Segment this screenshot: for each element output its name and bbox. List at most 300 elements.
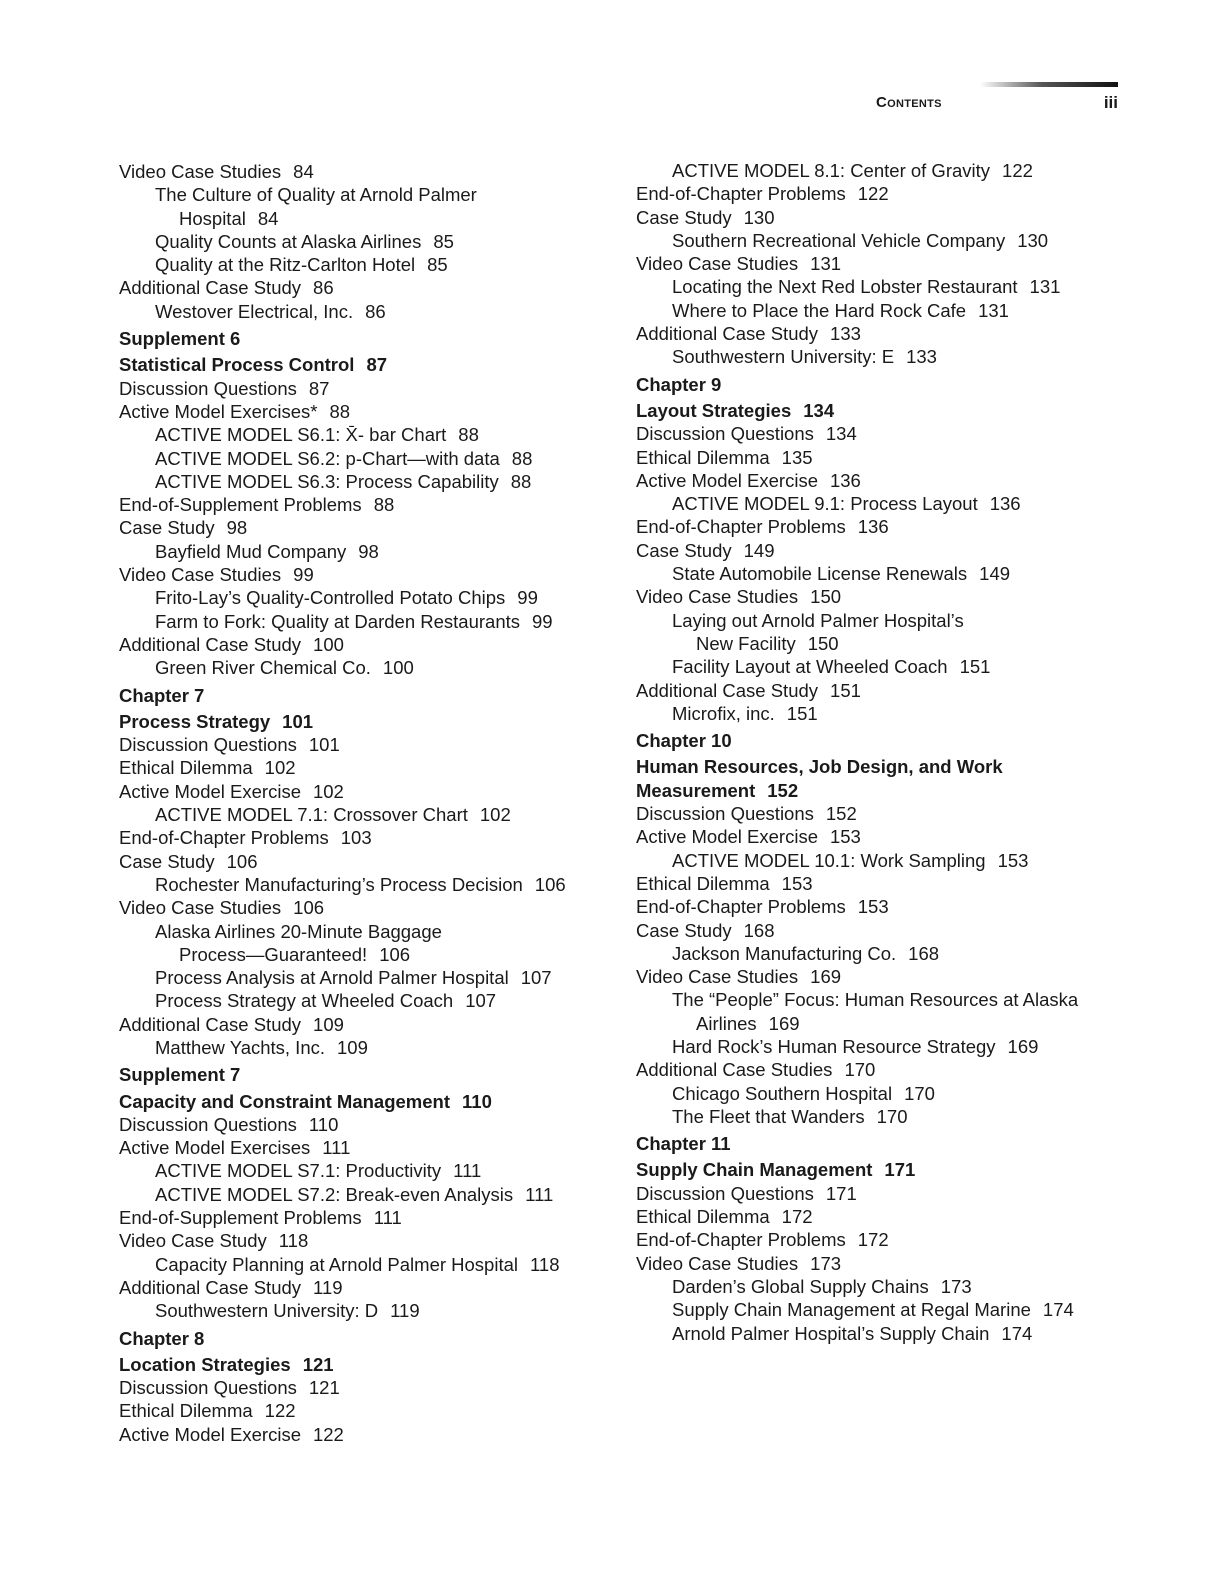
toc-entry (119, 1376, 599, 1399)
toc-entry (636, 1058, 1116, 1081)
toc-entry-title: Discussion Questions (119, 1377, 297, 1399)
toc-entry (636, 679, 1116, 702)
toc-entry-title: Discussion Questions (636, 803, 814, 825)
toc-entry-title: End-of-Chapter Problems (636, 183, 846, 205)
toc-entry-title: The Fleet that Wanders (672, 1105, 865, 1127)
toc-entry (636, 229, 1116, 252)
toc-entry (636, 515, 1116, 538)
toc-entry-title: Hospital (179, 207, 246, 229)
toc-page-number: 122 (312, 1423, 344, 1445)
toc-entry-title: Hard Rock’s Human Resource Strategy (672, 1035, 996, 1057)
toc-entry (119, 966, 599, 989)
toc-entry (636, 492, 1116, 515)
toc-entry-title: Process Analysis at Arnold Palmer Hospital (155, 967, 509, 989)
toc-entry (636, 1182, 1116, 1205)
toc-entry-title: Chapter 11 (636, 1133, 731, 1155)
toc-entry-title: Farm to Fork: Quality at Darden Restaurants (155, 610, 520, 632)
toc-page-number: 150 (807, 632, 839, 654)
toc-entry (119, 470, 599, 493)
toc-page-number: 107 (520, 967, 552, 989)
toc-entry-title: Chapter 10 (636, 730, 732, 752)
toc-entry (636, 1082, 1116, 1105)
toc-heading (119, 684, 599, 707)
toc-entry (636, 1252, 1116, 1275)
toc-page-number: 136 (989, 493, 1021, 515)
toc-entry-title: ACTIVE MODEL S7.2: Break-even Analysis (155, 1183, 514, 1205)
toc-page-number: 173 (810, 1252, 842, 1274)
toc-page-number: 153 (997, 849, 1029, 871)
toc-entry-title: Ethical Dilemma (636, 446, 770, 468)
toc-entry (119, 920, 599, 943)
toc-entry-title: Video Case Studies (636, 1252, 799, 1274)
toc-entry (119, 1136, 599, 1159)
toc-entry (119, 633, 599, 656)
toc-page-number: 85 (433, 230, 454, 252)
toc-entry (119, 540, 599, 563)
toc-right-column (636, 159, 1116, 1345)
toc-entry (119, 1299, 599, 1322)
toc-entry (119, 1206, 599, 1229)
toc-entry (636, 895, 1116, 918)
toc-entry (119, 989, 599, 1012)
toc-page-number: 169 (768, 1012, 800, 1034)
toc-page-number: 102 (312, 780, 344, 802)
toc-page-number: 151 (830, 679, 861, 701)
toc-entry-title: ACTIVE MODEL 10.1: Work Sampling (672, 849, 986, 871)
toc-page-number: 168 (908, 942, 940, 964)
toc-entry-title: Microfix, inc. (672, 702, 775, 724)
toc-entry-title: Measurement (636, 779, 756, 801)
toc-entry (636, 632, 1116, 655)
toc-entry (636, 446, 1116, 469)
toc-page-number: 134 (825, 423, 857, 445)
toc-entry-title: Additional Case Study (119, 277, 302, 299)
toc-entry-title: Ethical Dilemma (636, 1206, 770, 1228)
toc-entry-title: Additional Case Study (636, 323, 819, 345)
toc-entry-title: Video Case Studies (119, 564, 282, 586)
toc-page-number: 98 (358, 540, 379, 562)
toc-entry-title: End-of-Chapter Problems (636, 516, 846, 538)
toc-entry (636, 965, 1116, 988)
toc-page-number: 109 (337, 1036, 368, 1058)
toc-page-number: 84 (257, 207, 279, 229)
toc-entry (636, 585, 1116, 608)
toc-entry (636, 1012, 1116, 1035)
toc-entry-title: Active Model Exercises (119, 1137, 311, 1159)
toc-page-number: 153 (781, 872, 813, 894)
toc-entry (119, 377, 599, 400)
toc-entry (636, 275, 1116, 298)
toc-entry (636, 872, 1116, 895)
toc-page-number: 88 (329, 400, 351, 422)
toc-entry (636, 988, 1116, 1011)
toc-entry-title: Video Case Studies (636, 586, 799, 608)
toc-page-number: 121 (308, 1377, 340, 1399)
toc-entry (636, 1205, 1116, 1228)
toc-heading (636, 779, 1116, 802)
toc-entry (119, 1423, 599, 1446)
toc-page-number: 88 (373, 494, 395, 516)
toc-entry (636, 1298, 1116, 1321)
toc-page-number: 106 (534, 873, 566, 895)
toc-entry-title: Case Study (119, 850, 215, 872)
toc-entry-title: ACTIVE MODEL 9.1: Process Layout (672, 493, 978, 515)
toc-page-number: 122 (264, 1400, 296, 1422)
toc-entry (636, 1322, 1116, 1345)
toc-page-number: 170 (876, 1105, 908, 1127)
toc-page-number: 118 (278, 1230, 309, 1252)
toc-entry-title: Layout Strategies (636, 399, 792, 421)
toc-entry-title: Additional Case Study (119, 633, 302, 655)
toc-page-number: 101 (282, 710, 314, 732)
toc-entry (119, 826, 599, 849)
toc-entry-title: End-of-Chapter Problems (636, 1229, 846, 1251)
toc-page-number: 107 (465, 990, 497, 1012)
toc-page-number: 172 (781, 1206, 813, 1228)
toc-entry-title: Chapter 8 (119, 1327, 205, 1349)
toc-entry-title: ACTIVE MODEL 7.1: Crossover Chart (155, 804, 468, 826)
toc-heading (119, 353, 599, 376)
toc-page-number: 87 (366, 354, 388, 376)
toc-entry-title: Additional Case Study (119, 1013, 302, 1035)
toc-entry-title: Chicago Southern Hospital (672, 1082, 893, 1104)
toc-entry (119, 1229, 599, 1252)
toc-page-number: 136 (857, 516, 889, 538)
toc-entry-title: Westover Electrical, Inc. (155, 300, 354, 322)
toc-page-number: 102 (479, 804, 511, 826)
toc-page-number: 152 (767, 779, 799, 801)
toc-entry-title: Active Model Exercise (636, 469, 818, 491)
toc-entry-title: Discussion Questions (636, 1182, 814, 1204)
toc-entry (636, 1228, 1116, 1251)
toc-page-number: 110 (462, 1090, 492, 1112)
toc-entry-title: Rochester Manufacturing’s Process Decision (155, 873, 523, 895)
toc-entry-title: Southern Recreational Vehicle Company (672, 229, 1006, 251)
toc-entry-title: Additional Case Study (636, 679, 819, 701)
toc-entry-title: Case Study (636, 919, 732, 941)
toc-entry-title: End-of-Supplement Problems (119, 1207, 362, 1229)
toc-entry-title: Video Case Studies (636, 966, 799, 988)
toc-left-column (119, 160, 599, 1446)
toc-entry (119, 1276, 599, 1299)
toc-page-number: 111 (453, 1160, 482, 1182)
toc-page-number: 170 (904, 1082, 935, 1104)
toc-entry-title: ACTIVE MODEL S6.1: X̄- bar Chart (155, 424, 447, 446)
toc-page-number: 170 (844, 1059, 876, 1081)
page-header (820, 93, 1118, 115)
toc-heading (119, 327, 599, 350)
toc-entry-title: Case Study (636, 539, 732, 561)
toc-entry-title: Process Strategy (119, 710, 271, 732)
toc-entry-title: Discussion Questions (119, 734, 297, 756)
toc-page-number: 88 (511, 447, 533, 469)
toc-entry-title: ACTIVE MODEL 8.1: Center of Gravity (672, 160, 991, 181)
toc-page-number: 122 (857, 183, 889, 205)
toc-entry-title: ACTIVE MODEL S7.1: Productivity (155, 1160, 442, 1182)
toc-page-number: 131 (978, 299, 1009, 321)
toc-entry (636, 919, 1116, 942)
toc-page-number: 111 (322, 1137, 351, 1159)
toc-heading (636, 373, 1116, 396)
toc-page-number: 130 (743, 206, 775, 228)
toc-page-number: 153 (857, 896, 889, 918)
toc-page-number: 133 (906, 346, 937, 368)
toc-entry (636, 942, 1116, 965)
toc-page-number: 85 (427, 254, 448, 276)
toc-page-number: 131 (1029, 276, 1061, 298)
toc-entry-title: Chapter 7 (119, 684, 205, 706)
toc-entry-title: Active Model Exercise (636, 826, 818, 848)
toc-heading (636, 729, 1116, 752)
toc-page-number: 153 (829, 826, 861, 848)
toc-entry-title: Statistical Process Control (119, 354, 355, 376)
toc-entry-title: Alaska Airlines 20-Minute Baggage (155, 920, 442, 942)
toc-page-number: 106 (293, 897, 325, 919)
toc-entry (636, 252, 1116, 275)
toc-entry (636, 299, 1116, 322)
toc-entry (119, 656, 599, 679)
toc-entry-title: State Automobile License Renewals (672, 563, 968, 585)
toc-entry-title: Additional Case Study (119, 1276, 302, 1298)
toc-heading (636, 1132, 1116, 1155)
toc-page-number: 171 (884, 1159, 916, 1181)
toc-entry-title: ACTIVE MODEL S6.2: p-Chart—with data (155, 447, 500, 469)
toc-page-number: 98 (226, 517, 248, 539)
toc-entry (119, 586, 599, 609)
toc-entry-title: Ethical Dilemma (636, 872, 770, 894)
toc-page-number: 130 (1017, 229, 1049, 251)
toc-page-number: 119 (390, 1300, 420, 1322)
toc-page-number: 134 (803, 399, 835, 421)
toc-entry (119, 1399, 599, 1422)
toc-entry (636, 1105, 1116, 1128)
toc-entry (636, 345, 1116, 368)
toc-page-number: 169 (1007, 1035, 1039, 1057)
toc-page-number: 135 (781, 446, 813, 468)
toc-entry (636, 322, 1116, 345)
toc-entry (119, 756, 599, 779)
toc-entry-title: Frito-Lay’s Quality-Controlled Potato Chips (155, 587, 506, 609)
toc-entry (119, 400, 599, 423)
toc-entry-title: Active Model Exercise (119, 1423, 301, 1445)
toc-entry-title: Chapter 9 (636, 373, 722, 395)
toc-entry-title: End-of-Chapter Problems (119, 827, 329, 849)
toc-entry (636, 539, 1116, 562)
toc-entry-title: Where to Place the Hard Rock Cafe (672, 299, 967, 321)
toc-entry (119, 423, 599, 446)
toc-entry-title: End-of-Chapter Problems (636, 896, 846, 918)
toc-page-number: 111 (373, 1207, 402, 1229)
toc-page-number: 88 (510, 470, 532, 492)
toc-entry (636, 562, 1116, 585)
toc-page-number: 121 (302, 1353, 334, 1375)
toc-entry (119, 1253, 599, 1276)
toc-page-number: 118 (530, 1253, 560, 1275)
toc-entry-title: Matthew Yachts, Inc. (155, 1036, 326, 1058)
toc-entry (636, 849, 1116, 872)
toc-page-number: 171 (825, 1182, 857, 1204)
toc-entry-title: Supply Chain Management (636, 1159, 873, 1181)
toc-entry (119, 943, 599, 966)
toc-entry (119, 276, 599, 299)
toc-entry (636, 655, 1116, 678)
toc-entry (119, 1036, 599, 1059)
toc-entry (119, 610, 599, 633)
toc-entry (119, 896, 599, 919)
toc-entry-title: Southwestern University: E (672, 346, 895, 368)
toc-entry (636, 825, 1116, 848)
running-head: Contents (876, 94, 942, 111)
toc-entry-title: Ethical Dilemma (119, 1400, 253, 1422)
toc-entry-title: Darden’s Global Supply Chains (672, 1275, 929, 1297)
toc-page-number: 101 (308, 734, 340, 756)
toc-entry-title: Airlines (696, 1012, 757, 1034)
toc-page-number: 172 (857, 1229, 889, 1251)
toc-page-number: 103 (340, 827, 372, 849)
toc-entry-title: Location Strategies (119, 1353, 291, 1375)
page-number: iii (1103, 93, 1118, 112)
toc-entry-title: Active Model Exercise (119, 780, 301, 802)
toc-entry-title: End-of-Supplement Problems (119, 494, 362, 516)
toc-entry-title: Quality at the Ritz-Carlton Hotel (155, 254, 416, 276)
toc-page-number: 109 (313, 1013, 344, 1035)
toc-entry (119, 1113, 599, 1136)
toc-entry-title: Quality Counts at Alaska Airlines (155, 230, 422, 252)
toc-entry (119, 300, 599, 323)
toc-heading (119, 1353, 599, 1376)
toc-page-number: 174 (1042, 1299, 1074, 1321)
toc-entry (119, 873, 599, 896)
toc-page-number: 100 (382, 657, 414, 679)
toc-entry-title: The “People” Focus: Human Resources at Alaska (672, 989, 1079, 1011)
toc-entry-title: Laying out Arnold Palmer Hospital’s (672, 609, 964, 631)
header-rule (980, 82, 1118, 87)
toc-heading (119, 710, 599, 733)
toc-heading (636, 399, 1116, 422)
toc-page-number: 99 (517, 587, 538, 609)
toc-entry (119, 230, 599, 253)
toc-entry (119, 850, 599, 873)
toc-entry (119, 160, 599, 183)
toc-entry-title: Discussion Questions (636, 423, 814, 445)
toc-page-number: 133 (830, 323, 861, 345)
toc-entry-title: Case Study (119, 517, 215, 539)
toc-heading (636, 755, 1116, 778)
toc-entry-title: Video Case Studies (636, 253, 799, 275)
toc-entry-title: Video Case Studies (119, 897, 282, 919)
toc-entry-title: Supply Chain Management at Regal Marine (672, 1299, 1031, 1321)
toc-entry (119, 563, 599, 586)
toc-entry (119, 516, 599, 539)
toc-page-number: 119 (313, 1276, 343, 1298)
toc-entry-title: The Culture of Quality at Arnold Palmer (155, 184, 477, 206)
toc-page-number: 110 (308, 1113, 339, 1135)
toc-entry-title: Green River Chemical Co. (155, 657, 371, 679)
toc-entry (119, 183, 599, 206)
toc-page-number: 88 (458, 424, 479, 446)
toc-entry-title: Video Case Studies (119, 161, 282, 182)
toc-entry (636, 469, 1116, 492)
toc-page-number: 152 (825, 803, 857, 825)
toc-entry (119, 447, 599, 470)
toc-page-number: 86 (365, 300, 386, 322)
toc-entry-title: Human Resources, Job Design, and Work (636, 756, 1003, 778)
toc-entry-title: Process—Guaranteed! (179, 943, 368, 965)
toc-entry-title: Ethical Dilemma (119, 757, 253, 779)
toc-entry (636, 802, 1116, 825)
toc-entry-title: Case Study (636, 206, 732, 228)
toc-heading (119, 1063, 599, 1086)
toc-page-number: 99 (532, 610, 553, 632)
toc-page-number: 149 (979, 563, 1011, 585)
toc-page-number: 151 (959, 656, 991, 678)
toc-page-number: 100 (313, 633, 344, 655)
toc-page-number: 102 (264, 757, 296, 779)
toc-entry (119, 253, 599, 276)
toc-page-number: 149 (743, 539, 775, 561)
toc-page-number: 173 (940, 1275, 972, 1297)
toc-heading (636, 1158, 1116, 1181)
toc-entry-title: Supplement 6 (119, 328, 241, 350)
toc-entry-title: Discussion Questions (119, 377, 297, 399)
toc-page-number: 84 (293, 161, 314, 182)
toc-entry-title: Capacity and Constraint Management (119, 1090, 451, 1112)
toc-entry (119, 1013, 599, 1036)
toc-entry-title: Supplement 7 (119, 1064, 241, 1086)
toc-entry-title: Jackson Manufacturing Co. (672, 942, 897, 964)
toc-entry-title: Additional Case Studies (636, 1059, 833, 1081)
toc-entry-title: Locating the Next Red Lobster Restaurant (672, 276, 1018, 298)
toc-entry-title: Active Model Exercises* (119, 400, 318, 422)
toc-entry-title: Process Strategy at Wheeled Coach (155, 990, 454, 1012)
toc-entry-title: Facility Layout at Wheeled Coach (672, 656, 948, 678)
toc-entry-title: Video Case Study (119, 1230, 267, 1252)
toc-entry (636, 609, 1116, 632)
toc-entry (119, 1183, 599, 1206)
toc-entry-title: Discussion Questions (119, 1113, 297, 1135)
toc-page-number: 168 (743, 919, 775, 941)
toc-entry (119, 733, 599, 756)
toc-entry-title: Southwestern University: D (155, 1300, 379, 1322)
toc-entry (636, 206, 1116, 229)
toc-page-number: 151 (786, 702, 818, 724)
toc-page-number: 122 (1002, 160, 1033, 181)
toc-page-number: 131 (810, 253, 842, 275)
toc-page-number: 174 (1001, 1322, 1033, 1344)
toc-entry (119, 1159, 599, 1182)
toc-heading (119, 1327, 599, 1350)
toc-page-number: 106 (379, 943, 411, 965)
toc-entry (636, 702, 1116, 725)
toc-entry (636, 422, 1116, 445)
toc-page-number: 169 (810, 966, 842, 988)
toc-page-number: 150 (810, 586, 842, 608)
toc-entry (119, 493, 599, 516)
toc-page-number: 86 (313, 277, 334, 299)
toc-page-number: 99 (293, 564, 314, 586)
toc-entry (119, 207, 599, 230)
toc-heading (119, 1090, 599, 1113)
toc-entry (636, 1035, 1116, 1058)
toc-entry-title: Arnold Palmer Hospital’s Supply Chain (672, 1322, 990, 1344)
toc-page-number: 106 (226, 850, 258, 872)
toc-entry-title: New Facility (696, 632, 796, 654)
toc-entry-title: Capacity Planning at Arnold Palmer Hospital (155, 1253, 518, 1275)
toc-entry (636, 182, 1116, 205)
toc-page-number: 111 (525, 1183, 554, 1205)
toc-entry (119, 780, 599, 803)
toc-page-number: 87 (308, 377, 330, 399)
